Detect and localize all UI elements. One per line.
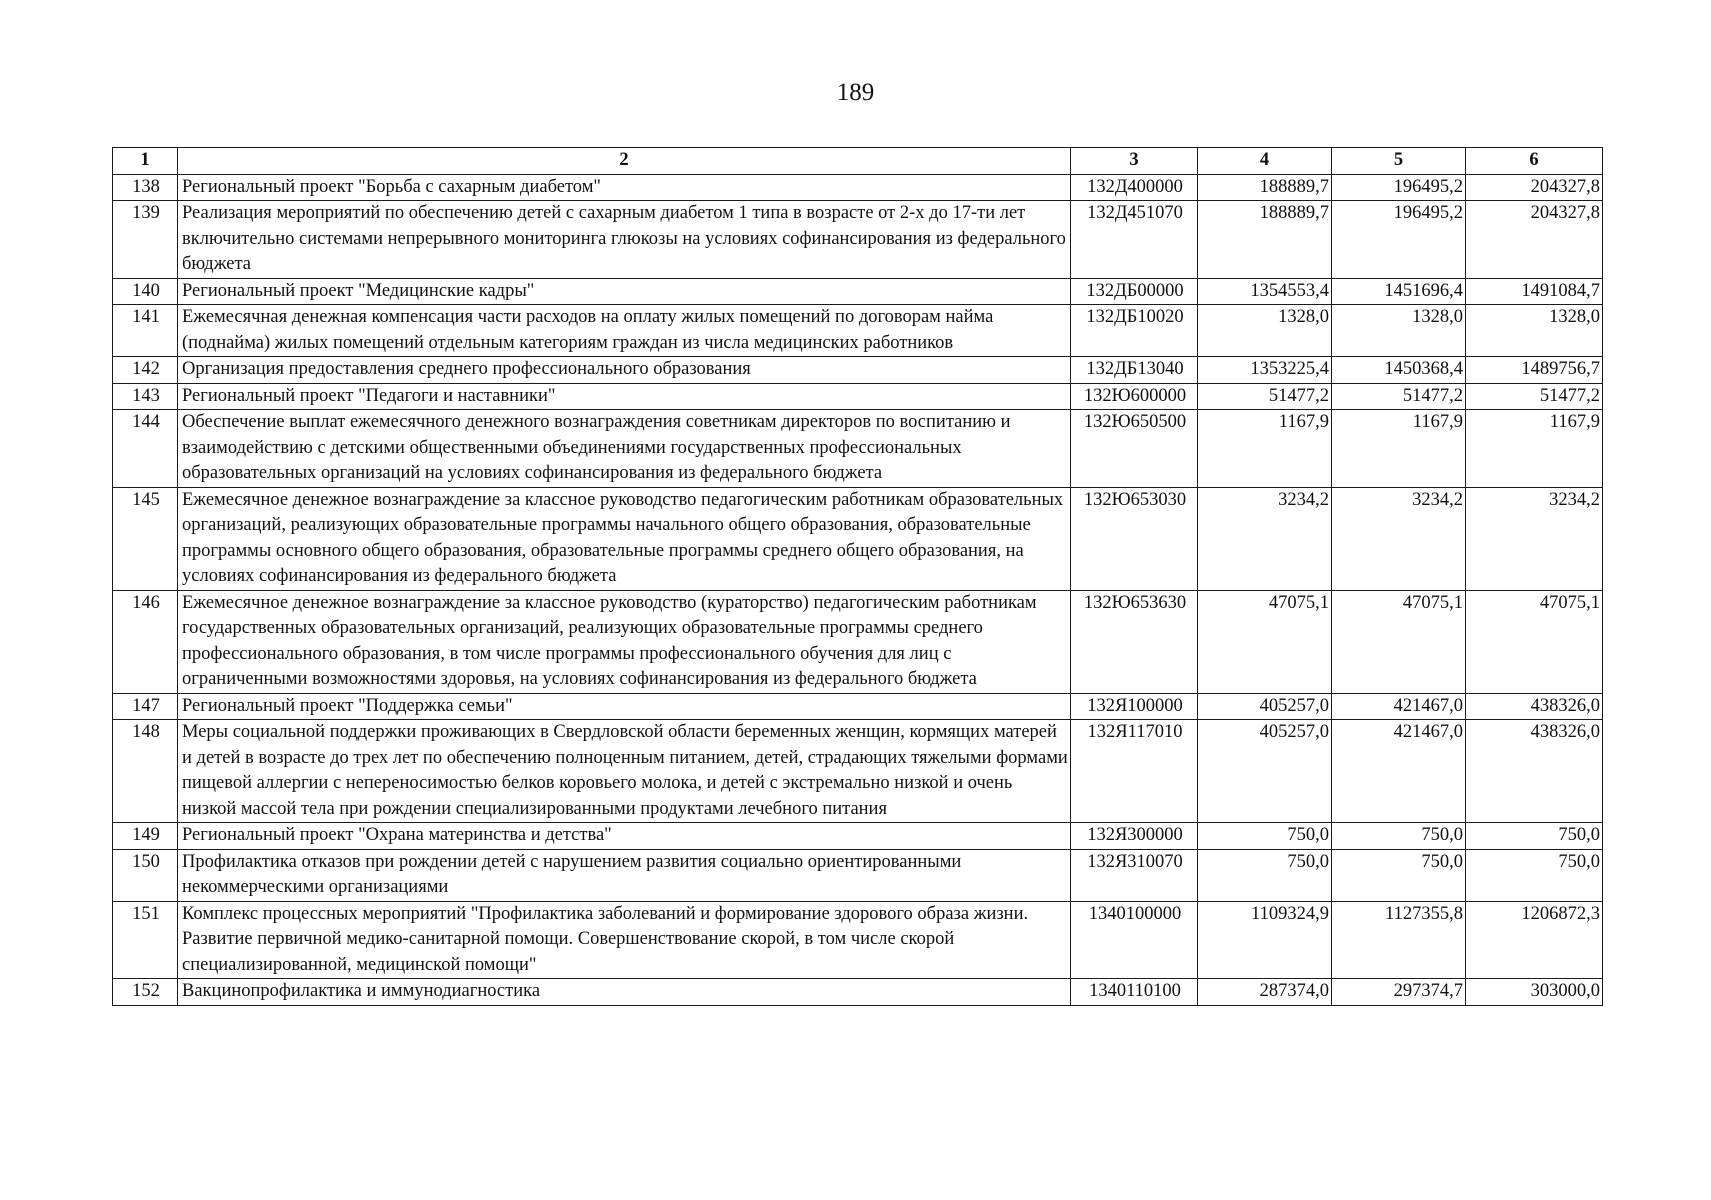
row-value-col4-cell: 287374,0 <box>1198 979 1332 1006</box>
row-value-col6-cell: 438326,0 <box>1466 693 1603 720</box>
row-name-cell: Региональный проект "Борьба с сахарным диабетом" <box>178 174 1071 201</box>
row-value-col5-cell: 1127355,8 <box>1332 901 1466 979</box>
row-code-cell: 132Ю650500 <box>1071 410 1198 488</box>
table-row <box>113 278 1603 305</box>
row-name-cell: Региональный проект "Педагоги и наставники" <box>178 383 1071 410</box>
table-body <box>113 174 1603 1005</box>
row-value-col4-cell: 1353225,4 <box>1198 357 1332 384</box>
row-value-col4-cell: 51477,2 <box>1198 383 1332 410</box>
row-code-cell: 132Я117010 <box>1071 720 1198 823</box>
row-value-col6-cell: 438326,0 <box>1466 720 1603 823</box>
row-number-cell: 151 <box>113 901 178 979</box>
row-value-col6-cell: 750,0 <box>1466 823 1603 850</box>
row-code-cell: 132Я310070 <box>1071 849 1198 901</box>
row-name-cell: Ежемесячное денежное вознаграждение за классное руководство педагогическим работникам образовательных организаций, реализующих образовательные программы начального общего образования, образовательные программы основного общего образования, образовательные программы среднего общего образования, на условиях софинансирования из федерального бюджета <box>178 487 1071 590</box>
row-name-cell: Региональный проект "Охрана материнства и детства" <box>178 823 1071 850</box>
row-value-col6-cell: 303000,0 <box>1466 979 1603 1006</box>
row-value-col5-cell: 750,0 <box>1332 823 1466 850</box>
row-value-col5-cell: 47075,1 <box>1332 590 1466 693</box>
row-name-cell: Региональный проект "Медицинские кадры" <box>178 278 1071 305</box>
row-name-cell: Реализация мероприятий по обеспечению детей с сахарным диабетом 1 типа в возрасте от 2-х до 17-ти лет включительно системами непрерывного мониторинга глюкозы на условиях софинансирования из федерального бюджета <box>178 201 1071 279</box>
row-name-cell: Ежемесячная денежная компенсация части расходов на оплату жилых помещений по договорам найма (поднайма) жилых помещений отдельным категориям граждан из числа медицинских работников <box>178 305 1071 357</box>
row-number-cell: 138 <box>113 174 178 201</box>
row-value-col5-cell: 3234,2 <box>1332 487 1466 590</box>
row-value-col5-cell: 1451696,4 <box>1332 278 1466 305</box>
row-name-cell: Обеспечение выплат ежемесячного денежного вознаграждения советникам директоров по воспитанию и взаимодействию с детскими общественными объединениями государственных профессиональных образовательных организаций на условиях софинансирования из федерального бюджета <box>178 410 1071 488</box>
row-value-col5-cell: 196495,2 <box>1332 201 1466 279</box>
row-code-cell: 132ДБ13040 <box>1071 357 1198 384</box>
header-cell-2: 2 <box>178 148 1071 175</box>
table-row <box>113 174 1603 201</box>
table-row <box>113 410 1603 488</box>
row-value-col4-cell: 1354553,4 <box>1198 278 1332 305</box>
row-code-cell: 132ДБ00000 <box>1071 278 1198 305</box>
table-row <box>113 305 1603 357</box>
row-value-col4-cell: 3234,2 <box>1198 487 1332 590</box>
row-code-cell: 132Ю600000 <box>1071 383 1198 410</box>
row-number-cell: 140 <box>113 278 178 305</box>
row-value-col6-cell: 1167,9 <box>1466 410 1603 488</box>
row-value-col6-cell: 47075,1 <box>1466 590 1603 693</box>
row-value-col6-cell: 51477,2 <box>1466 383 1603 410</box>
row-name-cell: Ежемесячное денежное вознаграждение за классное руководство (кураторство) педагогическим работникам государственных образовательных организаций, реализующих образовательные программы среднего профессионального образования, в том числе программы профессионального обучения для лиц с ограниченными возможностями здоровья, на условиях софинансирования из федерального бюджета <box>178 590 1071 693</box>
row-name-cell: Вакцинопрофилактика и иммунодиагностика <box>178 979 1071 1006</box>
row-code-cell: 1340100000 <box>1071 901 1198 979</box>
row-value-col5-cell: 750,0 <box>1332 849 1466 901</box>
row-value-col5-cell: 421467,0 <box>1332 720 1466 823</box>
row-code-cell: 132Я300000 <box>1071 823 1198 850</box>
row-number-cell: 141 <box>113 305 178 357</box>
row-number-cell: 143 <box>113 383 178 410</box>
row-value-col5-cell: 1167,9 <box>1332 410 1466 488</box>
row-value-col5-cell: 421467,0 <box>1332 693 1466 720</box>
row-number-cell: 146 <box>113 590 178 693</box>
row-value-col4-cell: 1109324,9 <box>1198 901 1332 979</box>
row-number-cell: 148 <box>113 720 178 823</box>
row-code-cell: 132Я100000 <box>1071 693 1198 720</box>
row-code-cell: 132Д451070 <box>1071 201 1198 279</box>
row-value-col4-cell: 405257,0 <box>1198 720 1332 823</box>
row-number-cell: 150 <box>113 849 178 901</box>
row-value-col4-cell: 1328,0 <box>1198 305 1332 357</box>
row-number-cell: 149 <box>113 823 178 850</box>
row-number-cell: 145 <box>113 487 178 590</box>
row-value-col6-cell: 1489756,7 <box>1466 357 1603 384</box>
table-header <box>113 148 1603 175</box>
row-code-cell: 1340110100 <box>1071 979 1198 1006</box>
row-value-col6-cell: 204327,8 <box>1466 201 1603 279</box>
row-value-col5-cell: 1450368,4 <box>1332 357 1466 384</box>
table-row <box>113 979 1603 1006</box>
row-name-cell: Организация предоставления среднего профессионального образования <box>178 357 1071 384</box>
table-row <box>113 590 1603 693</box>
header-cell-5: 5 <box>1332 148 1466 175</box>
row-value-col4-cell: 47075,1 <box>1198 590 1332 693</box>
row-code-cell: 132Ю653630 <box>1071 590 1198 693</box>
row-name-cell: Меры социальной поддержки проживающих в Свердловской области беременных женщин, кормящих матерей и детей в возрасте до трех лет по обеспечению полноценным питанием, детей, страдающих тяжелыми формами пищевой аллергии с непереносимостью белков коровьего молока, и детей с экстремально низкой и очень низкой массой тела при рождении специализированными продуктами лечебного питания <box>178 720 1071 823</box>
table-row <box>113 693 1603 720</box>
table-row <box>113 487 1603 590</box>
row-value-col6-cell: 1491084,7 <box>1466 278 1603 305</box>
row-number-cell: 147 <box>113 693 178 720</box>
budget-table <box>112 147 1603 1006</box>
row-value-col4-cell: 750,0 <box>1198 849 1332 901</box>
header-cell-4: 4 <box>1198 148 1332 175</box>
table-row <box>113 823 1603 850</box>
row-number-cell: 139 <box>113 201 178 279</box>
row-name-cell: Профилактика отказов при рождении детей с нарушением развития социально ориентированными некоммерческими организациями <box>178 849 1071 901</box>
row-number-cell: 152 <box>113 979 178 1006</box>
row-code-cell: 132Д400000 <box>1071 174 1198 201</box>
row-value-col6-cell: 3234,2 <box>1466 487 1603 590</box>
table-row <box>113 901 1603 979</box>
row-name-cell: Региональный проект "Поддержка семьи" <box>178 693 1071 720</box>
header-cell-3: 3 <box>1071 148 1198 175</box>
table-row <box>113 201 1603 279</box>
row-number-cell: 144 <box>113 410 178 488</box>
table-row <box>113 383 1603 410</box>
table-row <box>113 720 1603 823</box>
row-value-col6-cell: 1206872,3 <box>1466 901 1603 979</box>
row-value-col6-cell: 204327,8 <box>1466 174 1603 201</box>
row-value-col6-cell: 750,0 <box>1466 849 1603 901</box>
row-value-col5-cell: 1328,0 <box>1332 305 1466 357</box>
row-code-cell: 132ДБ10020 <box>1071 305 1198 357</box>
page-number: 189 <box>836 79 875 106</box>
header-row <box>113 148 1603 175</box>
header-cell-1: 1 <box>113 148 178 175</box>
row-value-col5-cell: 196495,2 <box>1332 174 1466 201</box>
row-value-col4-cell: 188889,7 <box>1198 201 1332 279</box>
row-name-cell: Комплекс процессных мероприятий "Профилактика заболеваний и формирование здорового образа жизни. Развитие первичной медико-санитарной помощи. Совершенствование скорой, в том числе скорой специализированной, медицинской помощи" <box>178 901 1071 979</box>
table-row <box>113 357 1603 384</box>
row-value-col5-cell: 297374,7 <box>1332 979 1466 1006</box>
row-value-col4-cell: 405257,0 <box>1198 693 1332 720</box>
header-cell-6: 6 <box>1466 148 1603 175</box>
table-row <box>113 849 1603 901</box>
row-code-cell: 132Ю653030 <box>1071 487 1198 590</box>
row-value-col4-cell: 188889,7 <box>1198 174 1332 201</box>
row-value-col4-cell: 750,0 <box>1198 823 1332 850</box>
row-value-col6-cell: 1328,0 <box>1466 305 1603 357</box>
row-value-col4-cell: 1167,9 <box>1198 410 1332 488</box>
row-value-col5-cell: 51477,2 <box>1332 383 1466 410</box>
row-number-cell: 142 <box>113 357 178 384</box>
